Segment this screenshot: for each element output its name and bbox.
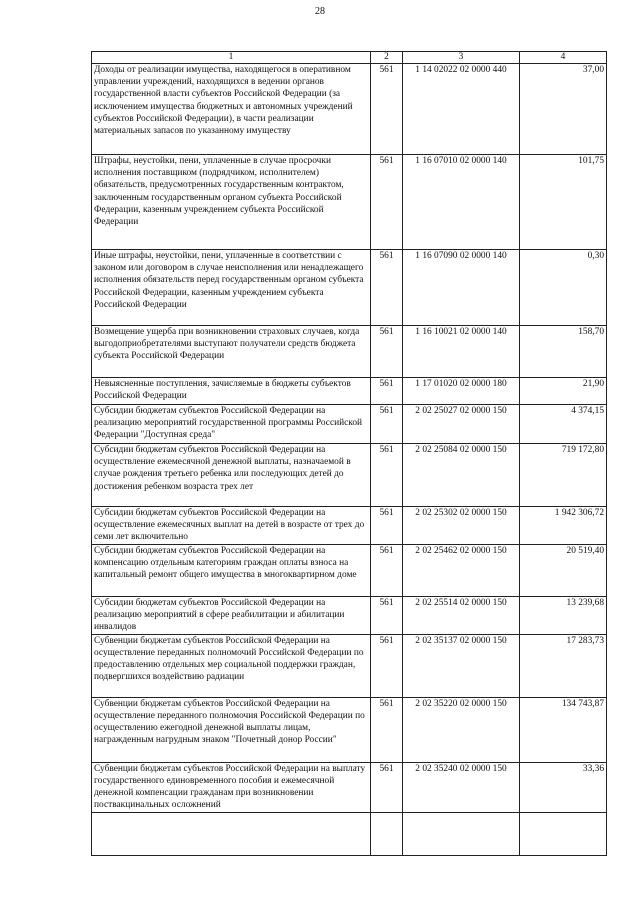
row-amount: 17 283,73: [520, 634, 607, 697]
row-name: Субвенции бюджетам субъектов Российской Федерации на осуществление переданных полномочий Российской Федерации по предоставлению отдельных мер социальной поддержки граждан, подвергшихся воздействию радиации: [92, 634, 371, 697]
revenue-table: [91, 51, 607, 856]
row-amount: 13 239,68: [520, 596, 607, 634]
row-name: Возмещение ущерба при возникновении страховых случаев, когда выгодоприобретателями выступают получатели средств бюджета субъекта Российской Федерации: [92, 326, 371, 378]
row-budget-code: 2 02 25514 02 0000 150: [403, 596, 520, 634]
row-budget-code: 1 16 10021 02 0000 140: [403, 326, 520, 378]
column-header-4: 4: [520, 52, 607, 64]
table-row: [92, 64, 607, 155]
row-amount: 4 374,15: [520, 405, 607, 444]
row-admin-code: 561: [371, 64, 403, 155]
row-budget-code: 2 02 25027 02 0000 150: [403, 405, 520, 444]
table-header-row: [92, 52, 607, 64]
row-admin-code: 561: [371, 444, 403, 507]
page-number: 28: [315, 6, 325, 17]
row-name: Субсидии бюджетам субъектов Российской Федерации на осуществление ежемесячной денежной выплаты, назначаемой в случае рождения третьего ребенка или последующих детей до достижения ребенком возраста трех лет: [92, 444, 371, 507]
row-budget-code: 2 02 35240 02 0000 150: [403, 762, 520, 812]
row-budget-code: 1 16 07010 02 0000 140: [403, 155, 520, 250]
row-admin-code: 561: [371, 762, 403, 812]
table-row: [92, 155, 607, 250]
row-name: Субсидии бюджетам субъектов Российской Федерации на компенсацию отдельным категориям граждан оплаты взноса на капитальный ремонт общего имущества в многоквартирном доме: [92, 544, 371, 596]
table-row: [92, 405, 607, 444]
table-row: [92, 250, 607, 326]
row-admin-code: 561: [371, 155, 403, 250]
row-admin-code: 561: [371, 250, 403, 326]
row-budget-code: 1 16 07090 02 0000 140: [403, 250, 520, 326]
row-amount: 158,70: [520, 326, 607, 378]
row-amount: 719 172,80: [520, 444, 607, 507]
table-row: [92, 596, 607, 634]
row-admin-code: 561: [371, 507, 403, 545]
column-header-1: 1: [92, 52, 371, 64]
row-amount: 33,36: [520, 762, 607, 812]
row-budget-code: 2 02 25462 02 0000 150: [403, 544, 520, 596]
table-row: [92, 762, 607, 812]
row-budget-code: 1 14 02022 02 0000 440: [403, 64, 520, 155]
row-amount: 21,90: [520, 378, 607, 405]
row-admin-code: 561: [371, 378, 403, 405]
table-row: [92, 507, 607, 545]
row-admin-code: 561: [371, 326, 403, 378]
row-budget-code: 1 17 01020 02 0000 180: [403, 378, 520, 405]
row-name: Субсидии бюджетам субъектов Российской Федерации на реализацию мероприятий государственной программы Российской Федерации "Доступная среда": [92, 405, 371, 444]
row-name: Субсидии бюджетам субъектов Российской Федерации на реализацию мероприятий в сфере реабилитации и абилитации инвалидов: [92, 596, 371, 634]
column-header-2: 2: [371, 52, 403, 64]
table-row: [92, 444, 607, 507]
row-name: Невыясненные поступления, зачисляемые в бюджеты субъектов Российской Федерации: [92, 378, 371, 405]
row-name: Доходы от реализации имущества, находящегося в оперативном управлении учреждений, находящихся в ведении органов государственной власти субъектов Российской Федерации (за исключением имущества бюджетных и автономных учреждений субъектов Российской Федерации), в части реализации материальных запасов по указанному имуществу: [92, 64, 371, 155]
row-budget-code: 2 02 25302 02 0000 150: [403, 507, 520, 545]
row-amount: 1 942 306,72: [520, 507, 607, 545]
row-name: Субвенции бюджетам субъектов Российской Федерации на выплату государственного единовременного пособия и ежемесячной денежной компенсации гражданам при возникновении поствакцинальных осложнений: [92, 762, 371, 812]
row-amount: 20 519,40: [520, 544, 607, 596]
row-budget-code: 2 02 35137 02 0000 150: [403, 634, 520, 697]
row-admin-code: 561: [371, 544, 403, 596]
row-admin-code: 561: [371, 697, 403, 762]
row-name: Иные штрафы, неустойки, пени, уплаченные в соответствии с законом или договором в случае неисполнения или ненадлежащего исполнения обязательств перед государственным органом субъекта Российской Федерации, казенным учреждением субъекта Российской Федерации: [92, 250, 371, 326]
row-budget-code: 2 02 25084 02 0000 150: [403, 444, 520, 507]
table-row: [92, 544, 607, 596]
table-row: [92, 378, 607, 405]
row-admin-code: 561: [371, 405, 403, 444]
row-name: Субвенции бюджетам субъектов Российской Федерации на осуществление переданного полномочия Российской Федерации по осуществлению ежегодной денежной выплаты лицам, награжденным нагрудным знаком "Почетный донор России": [92, 697, 371, 762]
table-continuation-row: [92, 812, 607, 855]
row-budget-code: 2 02 35220 02 0000 150: [403, 697, 520, 762]
row-name: Штрафы, неустойки, пени, уплаченные в случае просрочки исполнения поставщиком (подрядчиком, исполнителем) обязательств, предусмотренных государственным контрактом, заключенным государственным органом субъекта Российской Федерации, казенным учреждением субъекта Российской Федерации: [92, 155, 371, 250]
column-header-3: 3: [403, 52, 520, 64]
row-amount: 134 743,87: [520, 697, 607, 762]
row-admin-code: 561: [371, 634, 403, 697]
row-amount: 37,00: [520, 64, 607, 155]
row-admin-code: 561: [371, 596, 403, 634]
table-row: [92, 634, 607, 697]
table-row: [92, 326, 607, 378]
row-amount: 0,30: [520, 250, 607, 326]
row-name: Субсидии бюджетам субъектов Российской Федерации на осуществление ежемесячных выплат на детей в возрасте от трех до семи лет включительно: [92, 507, 371, 545]
row-amount: 101,75: [520, 155, 607, 250]
table-row: [92, 697, 607, 762]
